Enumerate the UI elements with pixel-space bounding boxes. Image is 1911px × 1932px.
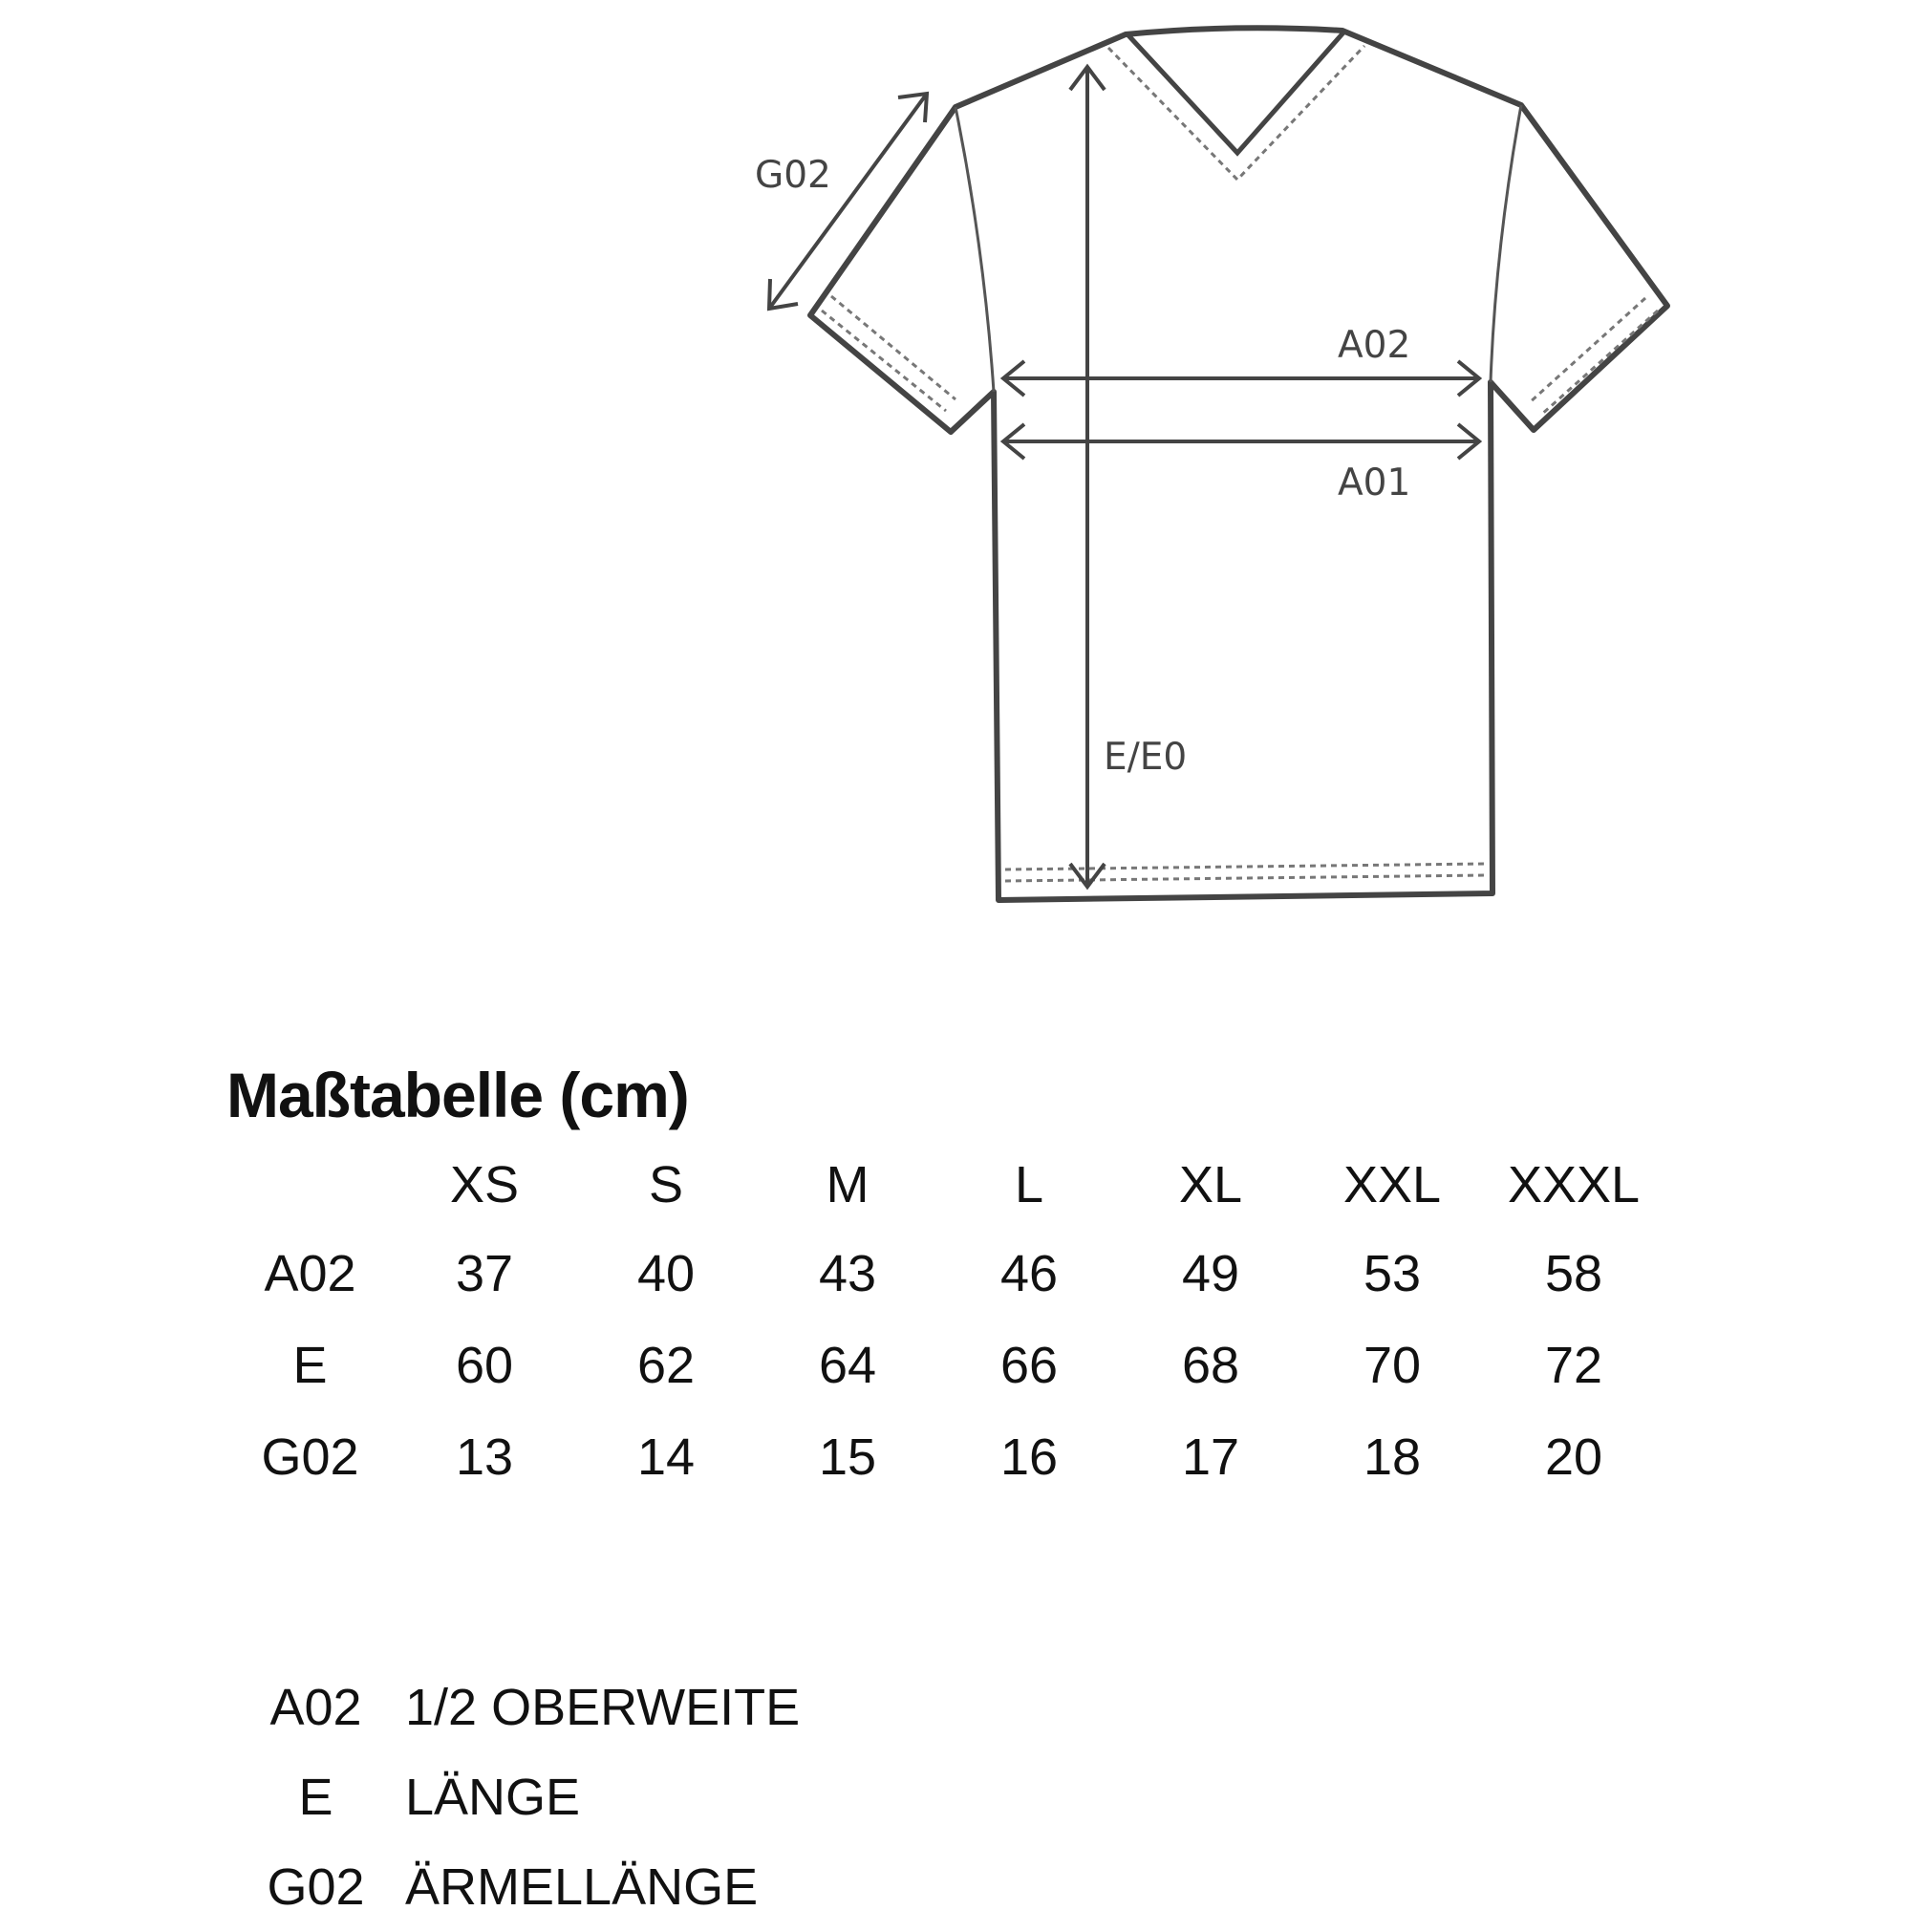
table-cell: 68 (1181, 1337, 1240, 1394)
g02-label: G02 (755, 154, 831, 197)
measure-code: G02 (261, 1428, 359, 1486)
tshirt-diagram (0, 0, 1911, 955)
table-cell: 62 (636, 1337, 696, 1394)
table-cell: 16 (999, 1428, 1059, 1486)
size-header: S (648, 1156, 684, 1213)
table-cell: 64 (818, 1337, 877, 1394)
legend-row (226, 1842, 800, 1932)
left-sleeve-stitching (822, 296, 956, 411)
table-cell: 14 (636, 1428, 696, 1486)
table-cell: 40 (636, 1245, 696, 1302)
measurement-legend (226, 1663, 800, 1932)
size-header-row (226, 1142, 1664, 1228)
size-header: M (826, 1156, 870, 1213)
measure-code: A02 (264, 1245, 356, 1302)
legend-description: LÄNGE (405, 1769, 581, 1826)
legend-code: E (298, 1769, 333, 1826)
right-armhole-seam (1491, 105, 1521, 382)
table-cell: 60 (455, 1337, 514, 1394)
table-cell: 58 (1544, 1245, 1603, 1302)
table-cell: 49 (1181, 1245, 1240, 1302)
legend-code: G02 (267, 1858, 365, 1916)
legend-row (226, 1663, 800, 1752)
corner-cell (226, 1142, 394, 1228)
table-cell: 72 (1544, 1337, 1603, 1394)
table-cell: 37 (455, 1245, 514, 1302)
g02-arrow (769, 94, 927, 309)
length-arrow (1070, 67, 1105, 887)
tshirt-outline (810, 28, 1667, 900)
v-neck (1127, 32, 1344, 153)
table-row (226, 1411, 1664, 1503)
table-cell: 15 (818, 1428, 877, 1486)
a01-arrow (1003, 424, 1479, 459)
size-table (226, 1142, 1664, 1503)
v-neck-stitching (1108, 46, 1364, 180)
table-row (226, 1320, 1664, 1411)
size-header: XXL (1342, 1156, 1442, 1213)
table-cell: 66 (999, 1337, 1059, 1394)
right-sleeve-stitching (1529, 298, 1658, 416)
table-cell: 18 (1363, 1428, 1422, 1486)
size-header: XXXL (1507, 1156, 1641, 1213)
legend-code: A02 (269, 1679, 362, 1736)
size-header: XS (449, 1156, 520, 1213)
table-cell: 70 (1363, 1337, 1422, 1394)
legend-description: 1/2 OBERWEITE (405, 1679, 801, 1736)
table-cell: 20 (1544, 1428, 1603, 1486)
table-row (226, 1228, 1664, 1320)
legend-description: ÄRMELLÄNGE (405, 1858, 759, 1916)
left-armhole-seam (956, 107, 994, 392)
length-label: E/E0 (1104, 736, 1188, 779)
size-header: XL (1178, 1156, 1243, 1213)
size-header: L (1014, 1156, 1044, 1213)
a02-label: A02 (1338, 324, 1411, 367)
table-cell: 46 (999, 1245, 1059, 1302)
measure-code: E (292, 1337, 328, 1394)
table-cell: 17 (1181, 1428, 1240, 1486)
table-cell: 53 (1363, 1245, 1422, 1302)
size-chart-title: Maßtabelle (cm) (226, 1060, 689, 1130)
a01-label: A01 (1338, 462, 1411, 504)
table-cell: 13 (455, 1428, 514, 1486)
table-cell: 43 (818, 1245, 877, 1302)
legend-row (226, 1752, 800, 1842)
